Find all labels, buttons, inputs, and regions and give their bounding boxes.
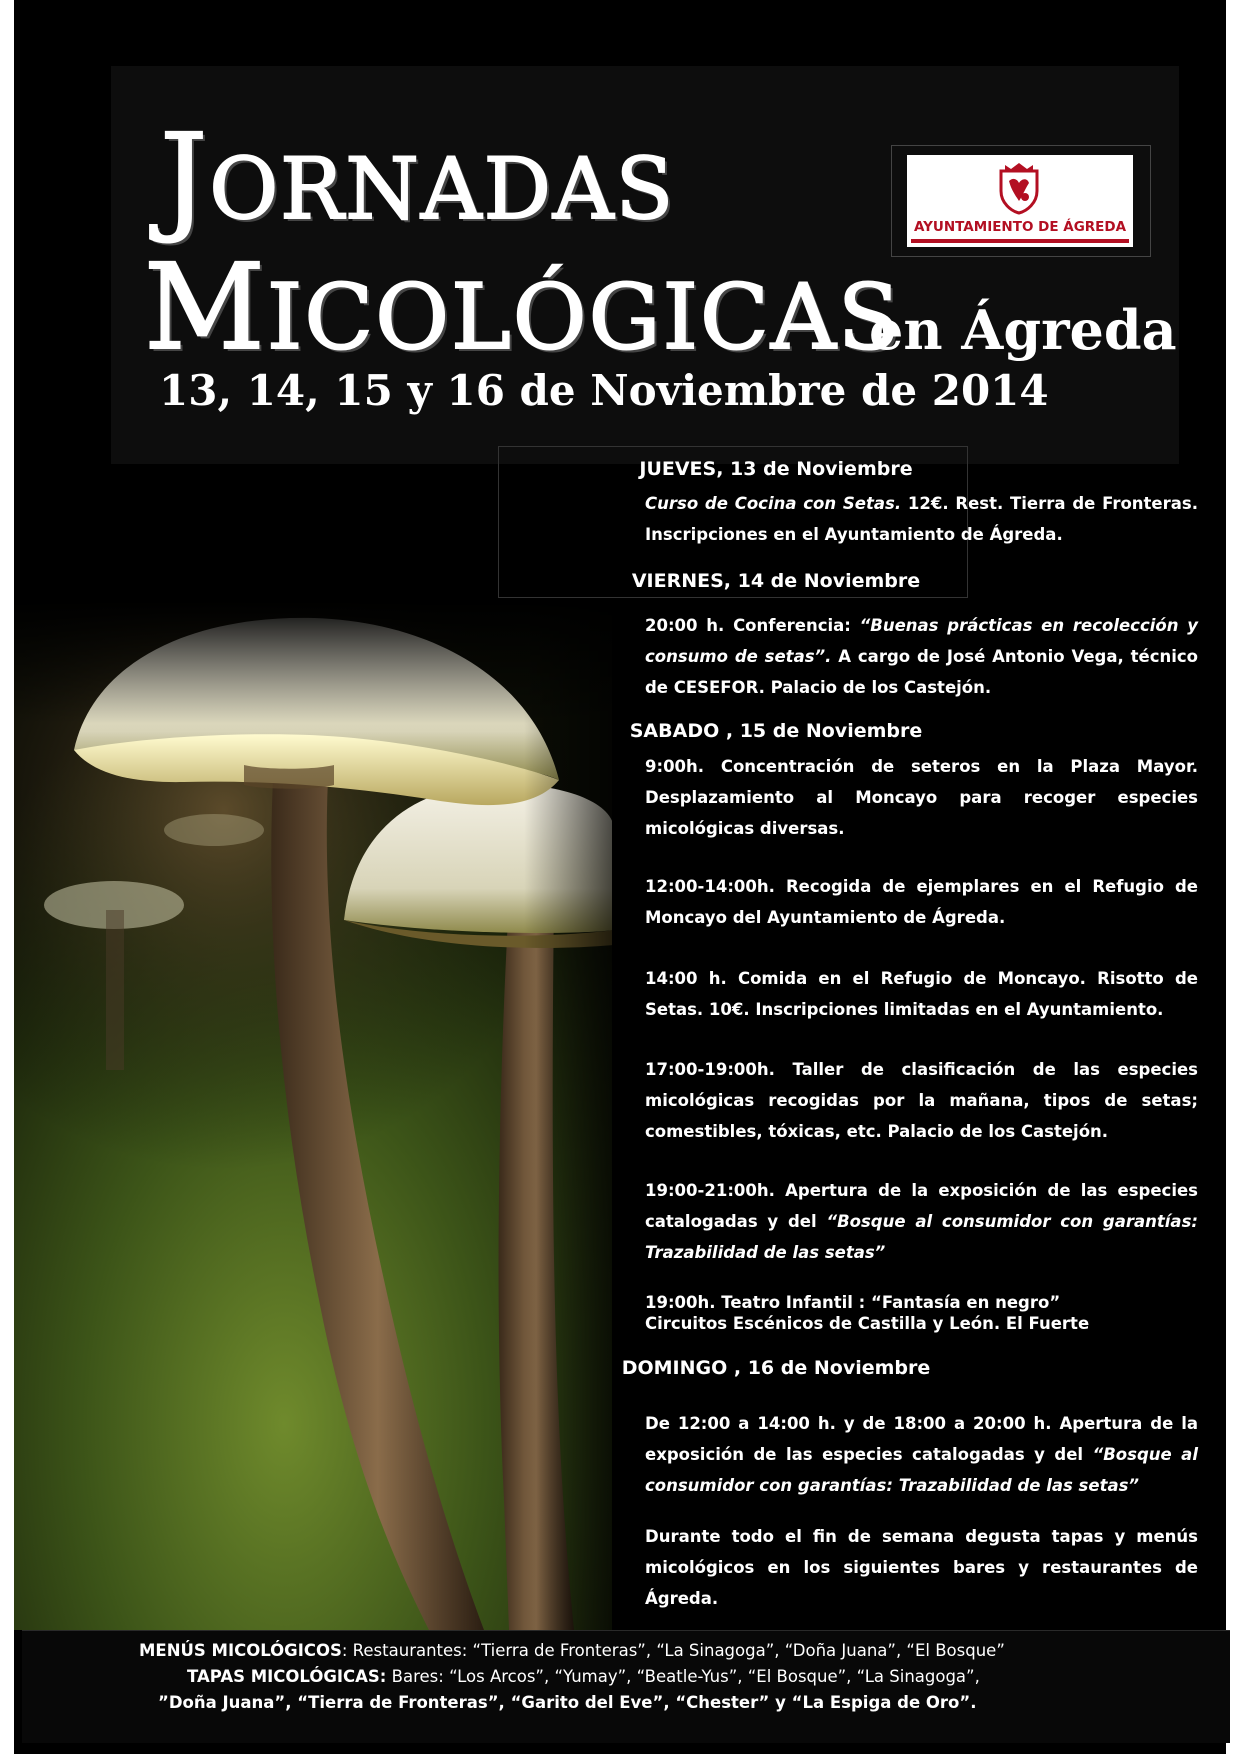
saturday-item-6: 19:00h. Teatro Infantil : “Fantasía en negro” Circuitos Escénicos de Castilla y León. El Fuerte [645, 1293, 1090, 1333]
title-line-2: MICOLÓGICAS [144, 238, 902, 376]
saturday-item-1: 9:00h. Concentración de seteros en la Plaza Mayor. Desplazamiento al Moncayo para recoger especies micológicas diversas. [645, 757, 1198, 838]
title-location: en Ágreda [869, 298, 1177, 362]
saturday-item-5: 19:00-21:00h. Apertura de la exposición de las especies catalogadas y del “Bosque al consumidor con garantías: Trazabilidad de las setas” [645, 1181, 1198, 1262]
poster [14, 0, 1226, 1754]
friday-item-1: 20:00 h. Conferencia: “Buenas prácticas en recolección y consumo de setas”. A cargo de José Antonio Vega, técnico de CESEFOR. Palacio de los Castejón. [645, 616, 1199, 697]
coat-of-arms-icon [995, 161, 1043, 215]
footer-tapas: TAPAS MICOLÓGICAS: Bares: “Los Arcos”, “Yumay”, “Beatle-Yus”, “El Bosque”, “La Sinagoga”, [187, 1667, 980, 1686]
ayuntamiento-logo [907, 155, 1133, 247]
saturday-item-2: 12:00-14:00h. Recogida de ejemplares en el Refugio de Moncayo del Ayuntamiento de Ágreda. [645, 877, 1198, 927]
logo-bar [911, 239, 1129, 243]
saturday-item-3: 14:00 h. Comida en el Refugio de Moncayo. Risotto de Setas. 10€. Inscripciones limitadas en el Ayuntamiento. [645, 969, 1198, 1019]
footer-venues [22, 1630, 1230, 1743]
title-line-1: JORNADAS [160, 108, 676, 246]
saturday-item-4: 17:00-19:00h. Taller de clasificación de las especies micológicas recogidas por la mañana, tipos de setas; comestibles, tóxicas, etc. Palacio de los Castejón. [645, 1060, 1198, 1141]
sunday-item-2: Durante todo el fin de semana degusta tapas y menús micológicos en los siguientes bares y restaurantes de Ágreda. [645, 1527, 1198, 1608]
event-dates: 13, 14, 15 y 16 de Noviembre de 2014 [159, 366, 1049, 415]
footer-menus: MENÚS MICOLÓGICOS: Restaurantes: “Tierra de Fronteras”, “La Sinagoga”, “Doña Juana”, “El Bosque” [139, 1641, 1005, 1660]
day-heading-friday: VIERNES, 14 de Noviembre [631, 570, 921, 592]
mushroom-photo [14, 600, 614, 1630]
thursday-item-1: Curso de Cocina con Setas. 12€. Rest. Tierra de Fronteras. Inscripciones en el Ayuntamiento de Ágreda. [645, 494, 1198, 544]
day-heading-sunday: DOMINGO , 16 de Noviembre [621, 1357, 931, 1379]
day-heading-thursday: JUEVES, 13 de Noviembre [639, 458, 913, 480]
day-heading-saturday: SABADO , 15 de Noviembre [629, 720, 923, 742]
sunday-item-1: De 12:00 a 14:00 h. y de 18:00 a 20:00 h. Apertura de la exposición de las especies catalogadas y del “Bosque al consumidor con garantías: Trazabilidad de las setas” [645, 1414, 1198, 1495]
logo-text: AYUNTAMIENTO DE ÁGREDA [913, 219, 1127, 235]
footer-tapas-continued: ”Doña Juana”, “Tierra de Fronteras”, “Garito del Eve”, “Chester” y “La Espiga de Oro”. [158, 1693, 977, 1712]
